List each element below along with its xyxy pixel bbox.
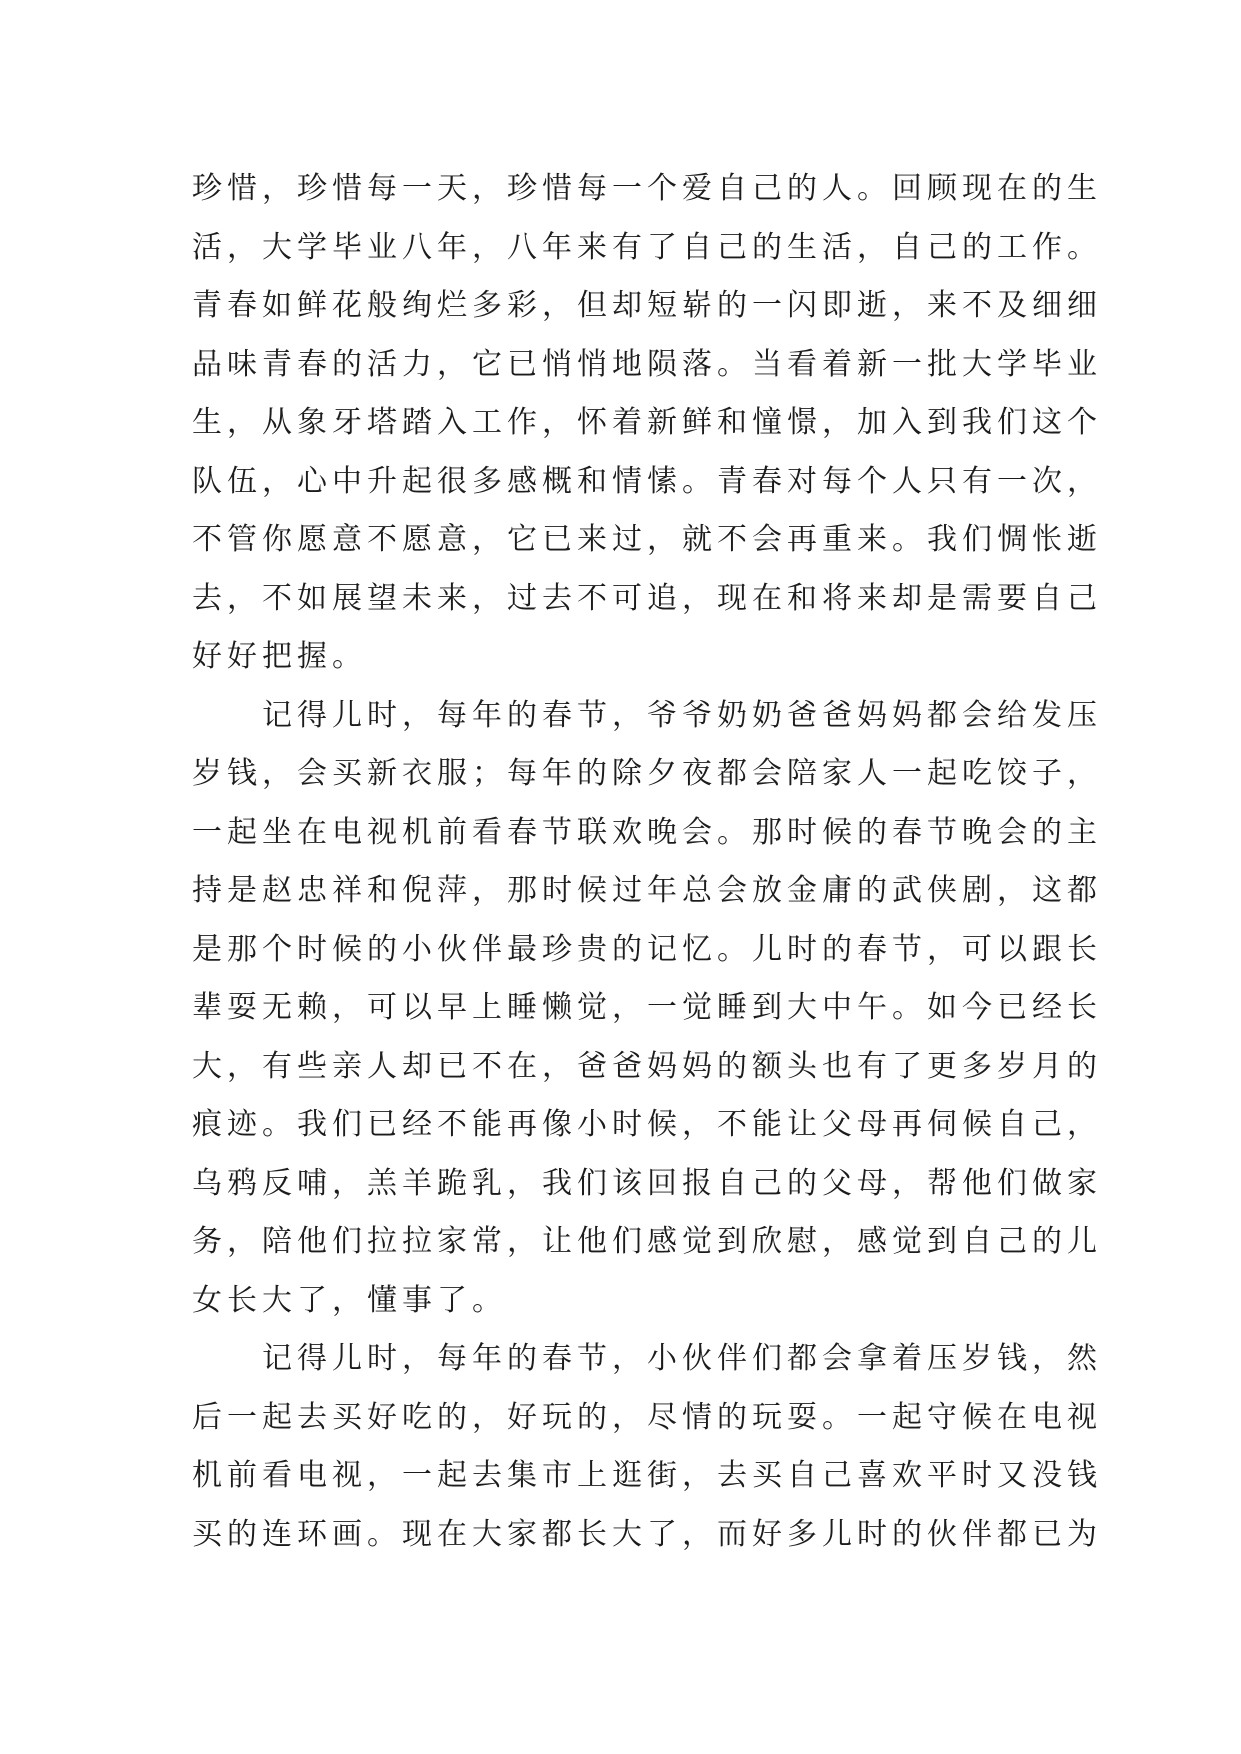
text-line: 记得儿时，每年的春节，爷爷奶奶爸爸妈妈都会给发压 (192, 697, 1102, 733)
text-line: 大，有些亲人却已不在，爸爸妈妈的额头也有了更多岁月的 (192, 1048, 1102, 1084)
text-line: 记得儿时，每年的春节，小伙伴们都会拿着压岁钱，然 (192, 1341, 1102, 1376)
text-line: 青春如鲜花般绚烂多彩，但却短崭的一闪即逝，来不及细细 (192, 288, 1102, 323)
text-line: 活，大学毕业八年，八年来有了自己的生活，自己的工作。 (192, 229, 1102, 265)
text-line: 后一起去买好吃的，好玩的，尽情的玩耍。一起守候在电视 (192, 1399, 1102, 1435)
text-line: 去，不如展望未来，过去不可追，现在和将来却是需要自己 (192, 580, 1102, 616)
text-line: 珍惜，珍惜每一天，珍惜每一个爱自己的人。回顾现在的生 (192, 171, 1102, 206)
text-line: 一起坐在电视机前看春节联欢晚会。那时候的春节晚会的主 (192, 814, 1102, 850)
text-line: 机前看电视，一起去集市上逛街，去买自己喜欢平时又没钱 (192, 1458, 1102, 1493)
text-line: 队伍，心中升起很多感概和情愫。青春对每个人只有一次， (192, 463, 1102, 499)
text-line: 生，从象牙塔踏入工作，怀着新鲜和憧憬，加入到我们这个 (192, 405, 1102, 440)
document-body (192, 160, 1102, 1564)
text-line: 买的连环画。现在大家都长大了，而好多儿时的伙伴都已为 (192, 1516, 1102, 1552)
text-line: 务，陪他们拉拉家常，让他们感觉到欣慰，感觉到自己的儿 (192, 1224, 1102, 1259)
text-line: 好好把握。 (192, 639, 367, 674)
text-line: 乌鸦反哺，羔羊跪乳，我们该回报自己的父母，帮他们做家 (192, 1165, 1102, 1201)
text-line: 不管你愿意不愿意，它已来过，就不会再重来。我们惆怅逝 (192, 522, 1102, 557)
text-line: 痕迹。我们已经不能再像小时候，不能让父母再伺候自己， (192, 1107, 1102, 1142)
text-line: 是那个时候的小伙伴最珍贵的记忆。儿时的春节，可以跟长 (192, 931, 1102, 967)
text-line: 持是赵忠祥和倪萍，那时候过年总会放金庸的武侠剧，这都 (192, 873, 1102, 908)
text-line: 岁钱，会买新衣服；每年的除夕夜都会陪家人一起吃饺子， (192, 756, 1102, 791)
text-line: 女长大了，懂事了。 (192, 1282, 507, 1318)
text-line: 品味青春的活力，它已悄悄地陨落。当看着新一批大学毕业 (192, 346, 1102, 382)
text-line: 辈耍无赖，可以早上睡懒觉，一觉睡到大中午。如今已经长 (192, 990, 1102, 1025)
